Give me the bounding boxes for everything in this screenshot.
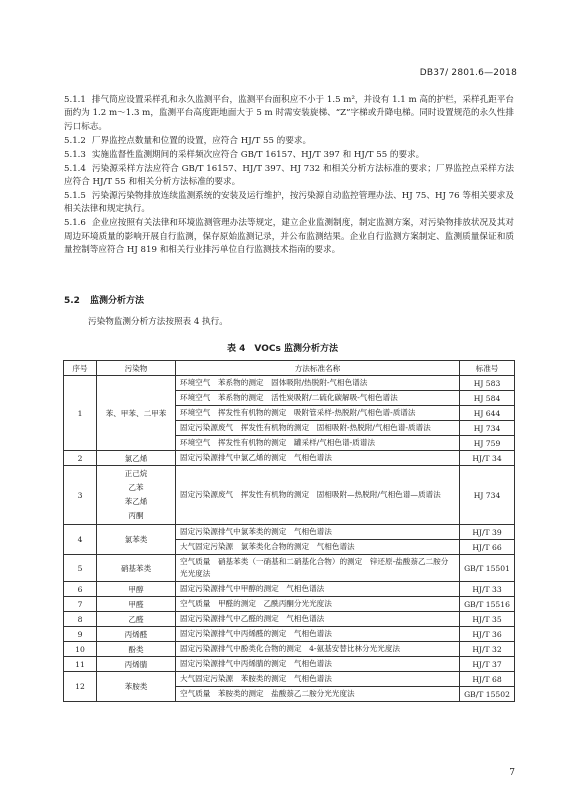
clause-text: 实施监督性监测期间的采样频次应符合 GB/T 16157、HJ/T 397 和 HJ/T 55 的要求。 <box>91 149 425 160</box>
table-row <box>64 642 515 657</box>
table-row <box>64 525 515 540</box>
row-method: 空气质量 甲醛的测定 乙酰丙酮分光光度法 <box>176 597 460 612</box>
row-index: 2 <box>64 451 97 466</box>
row-standard: GB/T 15516 <box>460 597 515 612</box>
pollutant-line: 乙苯 <box>128 483 144 492</box>
row-method: 固定污染源排气中酚类化合物的测定 4-氨基安替比林分光光度法 <box>176 642 460 657</box>
paragraph-5-1-2 <box>64 135 514 148</box>
row-standard: HJ/T 35 <box>460 612 515 627</box>
paragraph-5-1-4 <box>64 163 514 190</box>
row-method: 固定污染源废气 挥发性有机物的测定 固相吸附-热脱附/气相色谱-质谱法 <box>176 421 460 436</box>
paragraph-5-1-5 <box>64 190 514 217</box>
row-standard: HJ/T 37 <box>460 657 515 672</box>
clause-text: 污染源采样方法应符合 GB/T 16157、HJ/T 397、HJ 732 和相关分析方法标准的要求；厂界监控点采样方法应符合 HJ/T 55 和相关分析方法标准的要求。 <box>64 163 514 187</box>
header-pollutant: 污染物 <box>97 361 176 376</box>
row-standard: HJ/T 68 <box>460 672 515 687</box>
clause-text: 厂界监控点数量和位置的设置，应符合 HJ/T 55 的要求。 <box>91 135 312 146</box>
table-title: 表 4 VOCs 监测分析方法 <box>227 344 338 354</box>
clause-number: 5.1.5 <box>64 190 86 201</box>
table-header-row <box>64 361 515 376</box>
clause-text: 企业应按照有关法律和环境监测管理办法等规定，建立企业监测制度，制定监测方案，对污染物排放状况及其对周边环境质量的影响开展自行监测，保存原始监测记录，并公布监测结果。企业自行监测方案制定、监测质量保证和质量控制等应符合 HJ 819 和相关行业排污单位自行监测技术指南的要求。 <box>64 218 514 255</box>
clause-number: 5.1.1 <box>64 95 86 105</box>
row-standard: HJ/T 36 <box>460 627 515 642</box>
table-row <box>64 555 515 582</box>
row-method: 固定污染源排气中氯苯类的测定 气相色谱法 <box>176 525 460 540</box>
section-title: 监测分析方法 <box>89 296 144 306</box>
row-method: 大气固定污染源 苯胺类的测定 气相色谱法 <box>176 672 460 687</box>
row-method: 环境空气 苯系物的测定 固体吸附/热脱附-气相色谱法 <box>176 376 460 391</box>
page-number: 7 <box>509 768 515 778</box>
row-method: 环境空气 挥发性有机物的测定 罐采样/气相色谱-质谱法 <box>176 436 460 451</box>
pollutant-line: 丙酮 <box>128 511 144 520</box>
row-pollutant: 丙烯腈 <box>97 657 176 672</box>
row-index: 8 <box>64 612 97 627</box>
row-method: 环境空气 挥发性有机物的测定 吸附管采样-热脱附/气相色谱-质谱法 <box>176 406 460 421</box>
clause-text: 排气筒应设置采样孔和永久监测平台，监测平台面积应不小于 1.5 m²，并设有 1.1 m 高的护栏，采样孔距平台面约为 1.2 m～1.3 m，监测平台高度距地面大于 5 m 时需安装旋梯、“Z”字梯或升降电梯。同时设置规范的永久性排污口标志。 <box>64 95 514 132</box>
clause-text: 污染源污染物排放连续监测系统的安装及运行维护，按污染源自动监控管理办法、HJ 75、HJ 76 等相关要求及相关法律和规定执行。 <box>64 190 514 215</box>
row-method: 空气质量 硝基苯类（一硝基和二硝基化合物）的测定 锌还原-盐酸萘乙二胺分光光度法 <box>176 555 460 582</box>
table-intro-text: 污染物监测分析方法按照表 4 执行。 <box>88 317 228 327</box>
row-pollutant: 苯胺类 <box>97 672 176 702</box>
pollutant-line: 苯乙烯 <box>124 497 148 506</box>
table-row <box>64 582 515 597</box>
clause-number: 5.1.6 <box>64 218 86 229</box>
table-row <box>64 466 515 525</box>
document-code: DB37/ 2801.6—2018 <box>419 68 517 78</box>
row-standard: HJ/T 34 <box>460 451 515 466</box>
row-method: 固定污染源排气中甲醇的测定 气相色谱法 <box>176 582 460 597</box>
row-standard: GB/T 15502 <box>460 687 515 702</box>
paragraph-5-1-3 <box>64 149 514 162</box>
row-pollutant: 硝基苯类 <box>97 555 176 582</box>
row-index: 1 <box>64 376 97 451</box>
table-row <box>64 376 515 391</box>
row-standard: HJ 734 <box>460 421 515 436</box>
row-method: 固定污染源排气中氯乙烯的测定 气相色谱法 <box>176 451 460 466</box>
paragraph-5-1-1 <box>64 94 514 134</box>
row-standard: HJ/T 39 <box>460 525 515 540</box>
row-standard: HJ 734 <box>460 466 515 525</box>
row-standard: HJ/T 32 <box>460 642 515 657</box>
row-pollutant <box>97 466 176 525</box>
row-method: 固定污染源排气中丙烯腈的测定 气相色谱法 <box>176 657 460 672</box>
clause-number: 5.1.3 <box>64 149 86 160</box>
header-method: 方法标准名称 <box>176 361 460 376</box>
table-row <box>64 612 515 627</box>
table-row <box>64 657 515 672</box>
row-method: 固定污染源排气中乙醛的测定 气相色谱法 <box>176 612 460 627</box>
row-pollutant: 甲醇 <box>97 582 176 597</box>
row-index: 4 <box>64 525 97 555</box>
pollutant-line: 正己烷 <box>124 469 148 478</box>
row-method: 固定污染源排气中丙烯醛的测定 气相色谱法 <box>176 627 460 642</box>
header-index: 序号 <box>64 361 97 376</box>
row-standard: HJ/T 66 <box>460 540 515 555</box>
row-standard: HJ 584 <box>460 391 515 406</box>
row-method: 大气固定污染源 氯苯类化合物的测定 气相色谱法 <box>176 540 460 555</box>
voc-methods-table <box>63 360 515 702</box>
row-pollutant: 乙醛 <box>97 612 176 627</box>
row-index: 3 <box>64 466 97 525</box>
section-heading <box>64 293 144 306</box>
row-pollutant: 酚类 <box>97 642 176 657</box>
row-method: 环境空气 苯系物的测定 活性炭吸附/二硫化碳解吸-气相色谱法 <box>176 391 460 406</box>
row-pollutant: 氯苯类 <box>97 525 176 555</box>
row-standard: HJ/T 33 <box>460 582 515 597</box>
row-pollutant: 丙烯醛 <box>97 627 176 642</box>
row-pollutant: 甲醛 <box>97 597 176 612</box>
row-standard: HJ 583 <box>460 376 515 391</box>
row-pollutant: 氯乙烯 <box>97 451 176 466</box>
row-standard: HJ 644 <box>460 406 515 421</box>
row-index: 6 <box>64 582 97 597</box>
paragraph-5-1-6 <box>64 217 514 257</box>
table-row <box>64 672 515 687</box>
clause-number: 5.1.2 <box>64 135 86 146</box>
row-index: 5 <box>64 555 97 582</box>
row-index: 12 <box>64 672 97 702</box>
body-text <box>64 94 514 258</box>
row-index: 9 <box>64 627 97 642</box>
clause-number: 5.1.4 <box>64 163 86 174</box>
row-index: 11 <box>64 657 97 672</box>
table-row <box>64 451 515 466</box>
row-method: 固定污染源废气 挥发性有机物的测定 固相吸附—热脱附/气相色谱—质谱法 <box>176 466 460 525</box>
header-standard: 标准号 <box>460 361 515 376</box>
section-number: 5.2 <box>64 296 80 306</box>
table-row <box>64 597 515 612</box>
row-pollutant: 苯、甲苯、二甲苯 <box>97 376 176 451</box>
row-index: 7 <box>64 597 97 612</box>
row-index: 10 <box>64 642 97 657</box>
row-standard: GB/T 15501 <box>460 555 515 582</box>
row-method: 空气质量 苯胺类的测定 盐酸萘乙二胺分光光度法 <box>176 687 460 702</box>
table-row <box>64 627 515 642</box>
row-standard: HJ 759 <box>460 436 515 451</box>
